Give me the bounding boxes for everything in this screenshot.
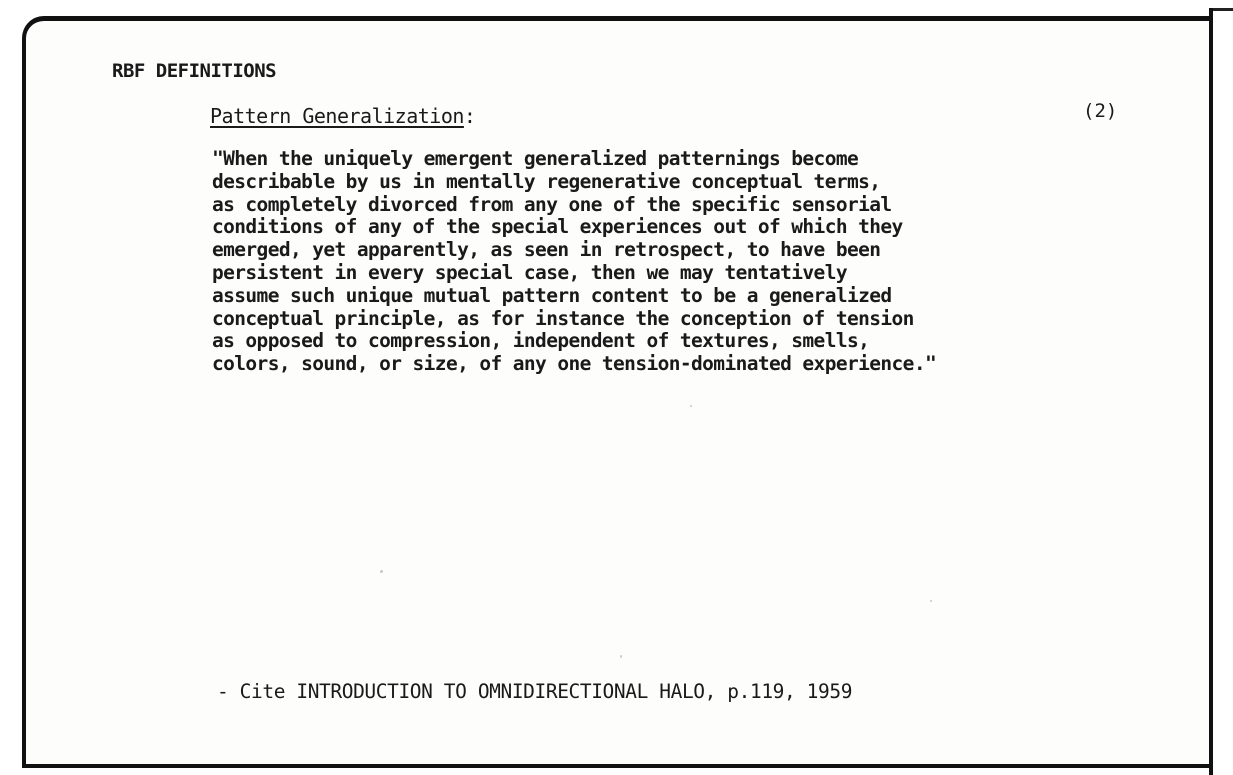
paper-speck — [690, 405, 692, 407]
term-title: Pattern Generalization — [210, 104, 464, 128]
paper-speck — [930, 600, 932, 602]
paper-speck — [380, 570, 383, 573]
paper-speck — [620, 655, 622, 658]
term-heading — [210, 104, 475, 128]
citation: - Cite INTRODUCTION TO OMNIDIRECTIONAL HALO, p.119, 1959 — [217, 680, 853, 703]
quote-line: emerged, yet apparently, as seen in retrospect, to have been — [212, 238, 881, 262]
quote-line: persistent in every special case, then we may tentatively — [212, 260, 847, 284]
quote-line: as completely divorced from any one of the specific sensorial — [212, 192, 892, 216]
definition-quote — [212, 148, 1112, 376]
card-number: (2) — [1083, 100, 1118, 122]
index-card — [22, 16, 1211, 768]
quote-line: conceptual principle, as for instance the conception of tension — [212, 306, 914, 330]
quote-line: conditions of any of the special experiences out of which they — [212, 215, 903, 239]
card-right-edge — [1209, 8, 1213, 775]
quote-line: describable by us in mentally regenerative conceptual terms, — [212, 169, 881, 193]
quote-line: assume such unique mutual pattern content to be a generalized — [212, 283, 892, 307]
quote-line: "When the uniquely emergent generalized patternings become — [212, 147, 859, 170]
scan-edge-line — [1213, 8, 1233, 11]
card-header: RBF DEFINITIONS — [112, 60, 277, 82]
term-colon: : — [463, 104, 476, 128]
quote-line: as opposed to compression, independent of textures, smells, — [212, 329, 870, 353]
quote-line: colors, sound, or size, of any one tension-dominated experience." — [212, 352, 937, 376]
